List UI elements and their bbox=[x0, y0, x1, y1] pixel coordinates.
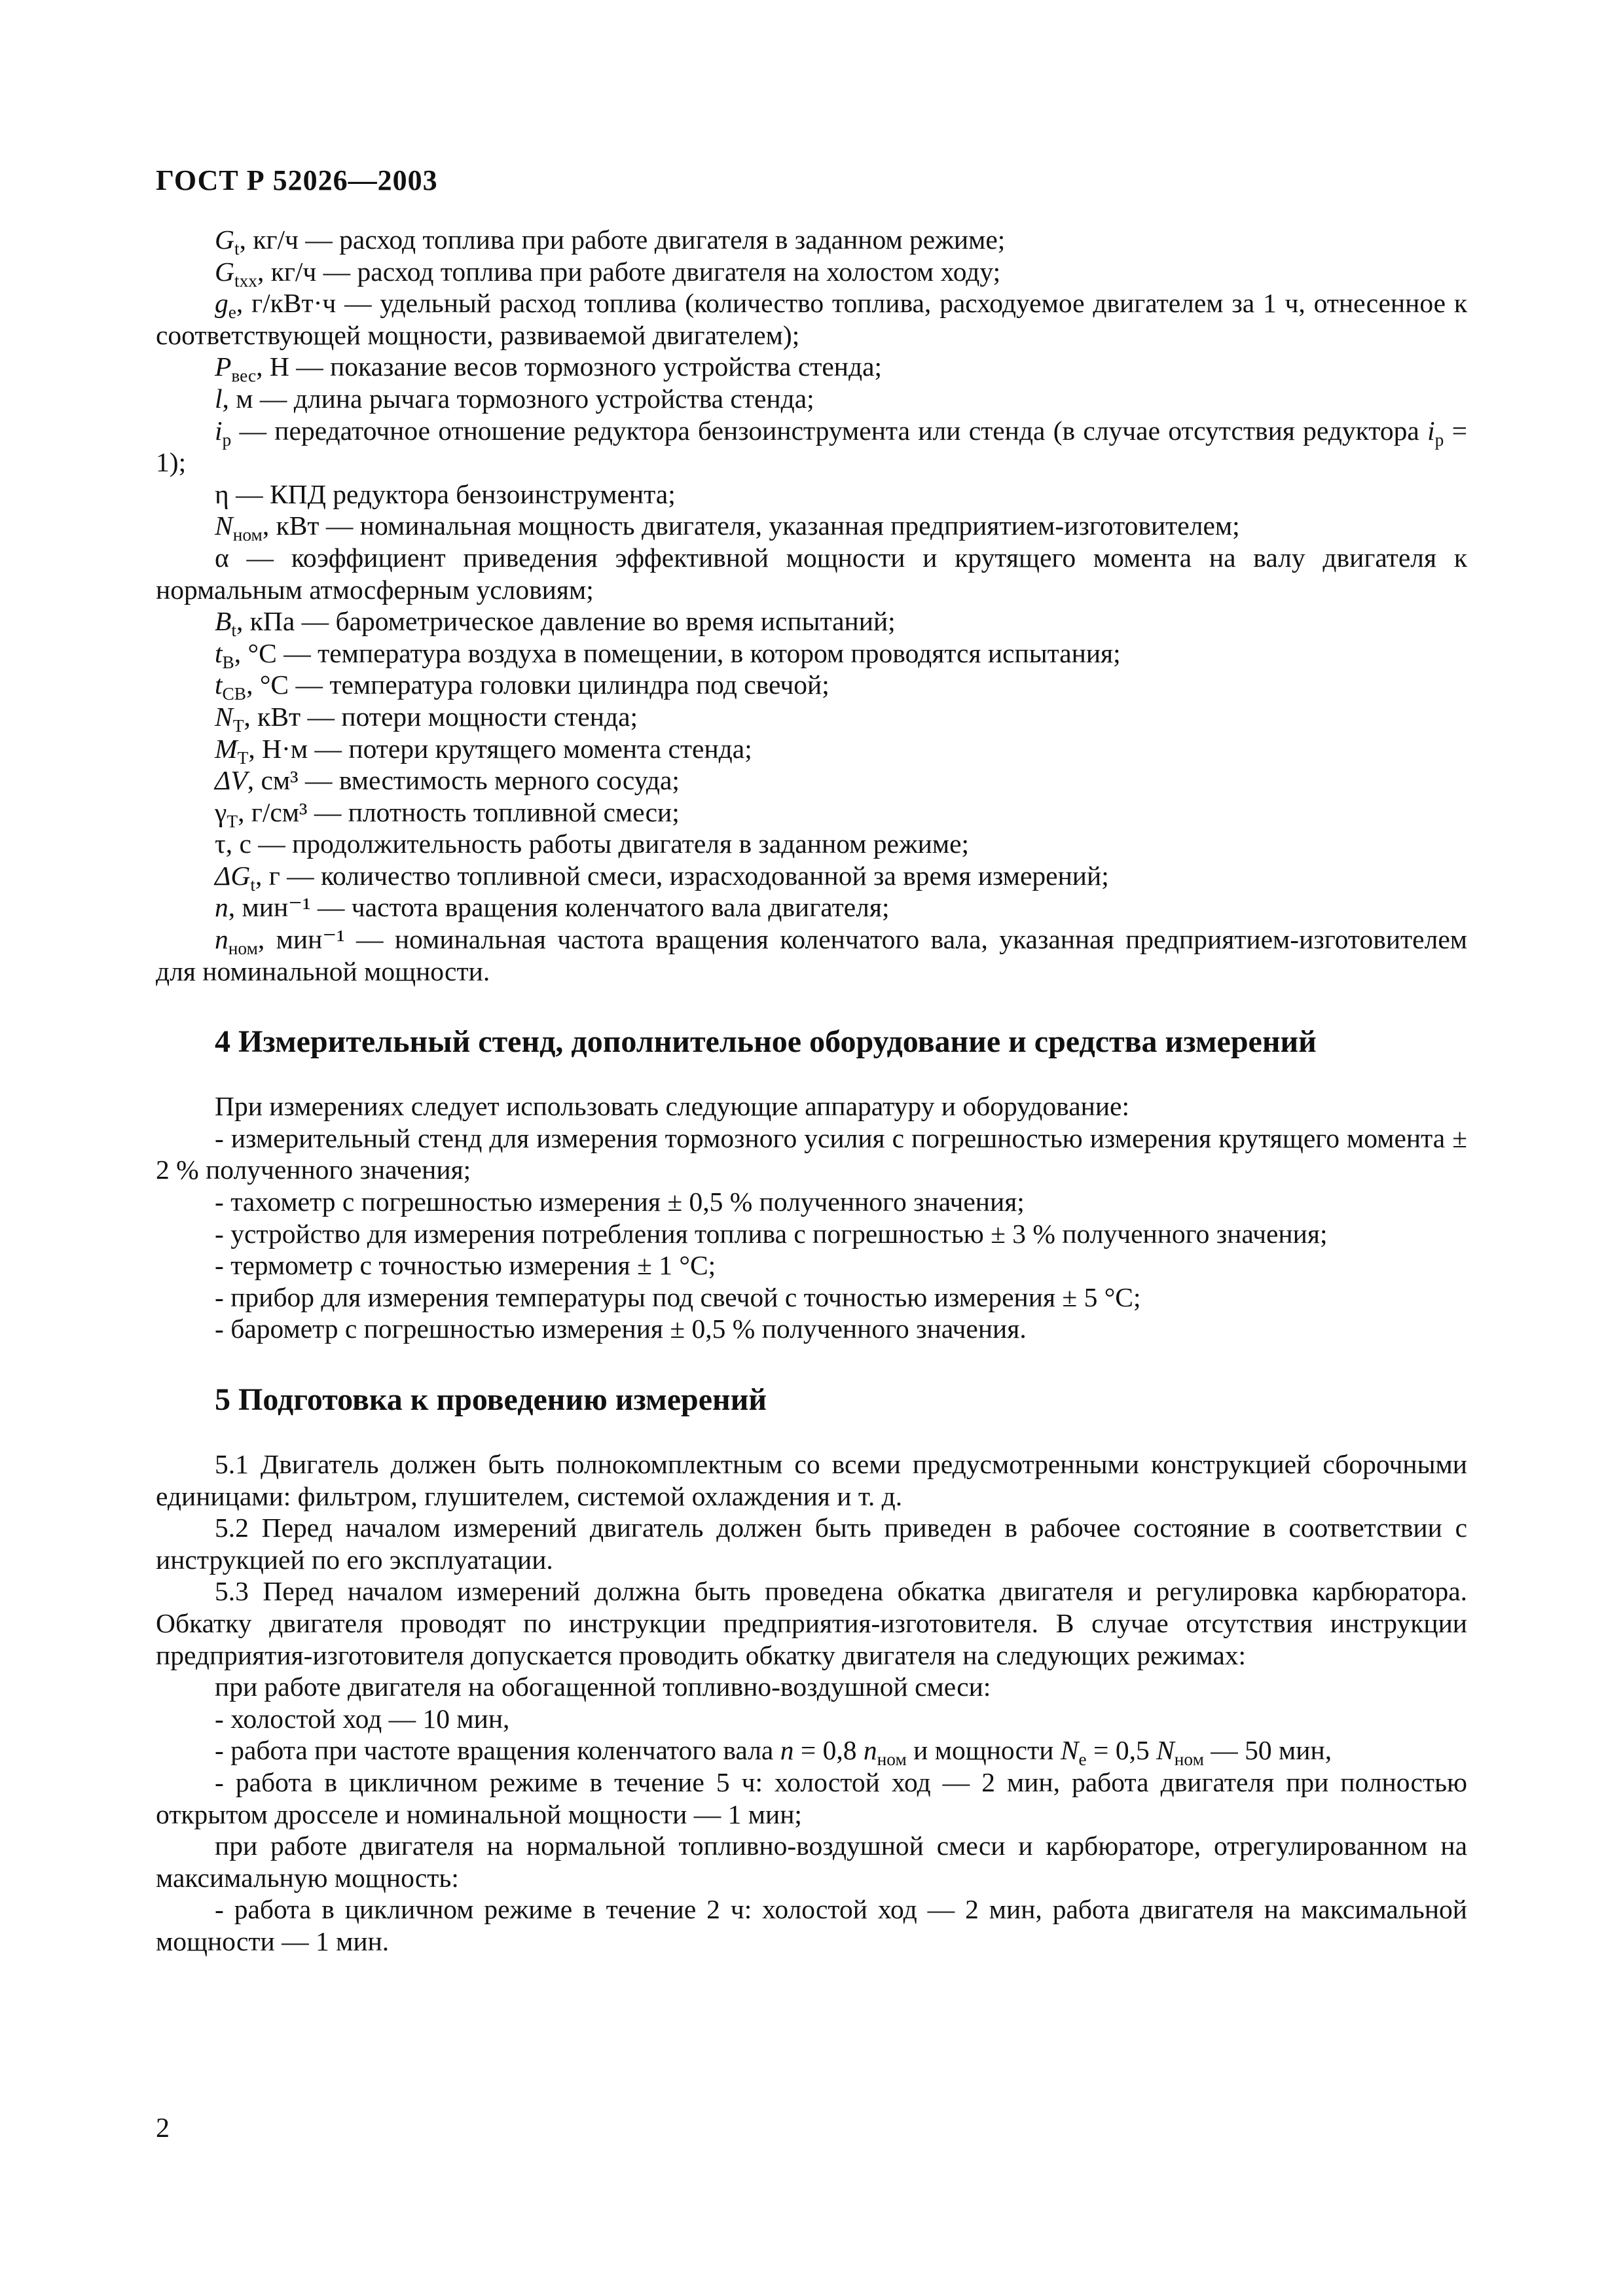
paragraph-5-1: 5.1 Двигатель должен быть полнокомплектным со всеми предусмотренными конструкцией сборочными единицами: фильтром, глушителем, системой охлаждения и т. д. bbox=[156, 1449, 1467, 1511]
symbol-definition: $t_{СВ}$, °С — температура головки цилиндра под свечой; bbox=[215, 670, 830, 704]
symbol-definition: $g_e$, г/кВт·ч — удельный расход топлива (количество топлива, расходуемое двигателем за 1 ч, отнесенное к соответствующей мощности, развиваемой двигателем); bbox=[156, 288, 1467, 350]
symbol-definition: $B_t$, кПа — барометрическое давление во время испытаний; bbox=[215, 606, 896, 640]
symbol-definition: $\gamma_Т$, г/см³ — плотность топливной смеси; bbox=[215, 797, 680, 831]
symbol-definition: n, мин⁻¹ — частота вращения коленчатого вала двигателя; bbox=[215, 892, 890, 923]
page-number: 2 bbox=[156, 2113, 170, 2144]
symbol-definition: $M_Т$, Н·м — потери крутящего момента стенда; bbox=[215, 733, 752, 768]
symbol-definition: η — КПД редуктора бензоинструмента; bbox=[215, 478, 676, 509]
break-in-cyclic-5h: - работа в цикличном режиме в течение 5 ч: холостой ход — 2 мин, работа двигателя при полностью открытом дросселе и номинальной мощности — 1 мин; bbox=[156, 1767, 1467, 1829]
symbol-definition: l, м — длина рычага тормозного устройства стенда; bbox=[215, 383, 814, 414]
paragraph-5-2: 5.2 Перед началом измерений двигатель должен быть приведен в рабочее состояние в соответствии с инструкцией по его эксплуатации. bbox=[156, 1513, 1467, 1575]
break-in-cyclic-2h: - работа в цикличном режиме в течение 2 ч: холостой ход — 2 мин, работа двигателя на максимальной мощности — 1 мин. bbox=[156, 1894, 1467, 1956]
symbol-definition: $n_{ном}$, мин⁻¹ — номинальная частота вращения коленчатого вала, указанная предприятием-изготовителем для номинальной мощности. bbox=[156, 924, 1467, 986]
symbol-definition: $G_{txx}$, кг/ч — расход топлива при работе двигателя на холостом ходу; bbox=[215, 256, 1001, 291]
symbol-definition: α — коэффициент приведения эффективной мощности и крутящего момента на валу двигателя к нормальным атмосферным условиям; bbox=[156, 542, 1467, 605]
document-body bbox=[156, 224, 1467, 1958]
symbol-definition: τ, с — продолжительность работы двигателя в заданном режиме; bbox=[215, 829, 970, 859]
equipment-item: - устройство для измерения потребления топлива с погрешностью ± 3 % полученного значения; bbox=[215, 1218, 1328, 1249]
equipment-list bbox=[156, 1122, 1467, 1345]
break-in-idle: - холостой ход — 10 мин, bbox=[215, 1703, 510, 1734]
paragraph-5-3: 5.3 Перед началом измерений должна быть проведена обкатка двигателя и регулировка карбюратора. Обкатку двигателя проводят по инструкции предприятия-изготовителя. В случае отсутствия инструкции предприятия-изготовителя допускается проводить обкатку двигателя на следующих режимах: bbox=[156, 1576, 1467, 1670]
symbol-definition: $N_{ном}$, кВт — номинальная мощность двигателя, указанная предприятием-изготовителем; bbox=[215, 511, 1240, 545]
symbol-definition: $N_Т$, кВт — потери мощности стенда; bbox=[215, 701, 638, 736]
equipment-item: - тахометр с погрешностью измерения ± 0,5 % полученного значения; bbox=[215, 1187, 1025, 1217]
symbol-definition: $i_р$ — передаточное отношение редуктора бензоинструмента или стенда (в случае отсутствия редуктора $i_р = 1$); bbox=[156, 415, 1467, 478]
equipment-item: - измерительный стенд для измерения тормозного усилия с погрешностью измерения крутящего момента ± 2 % полученного значения; bbox=[156, 1122, 1467, 1185]
symbol-definition: $t_В$, °С — температура воздуха в помещении, в котором проводятся испытания; bbox=[215, 637, 1121, 672]
symbol-definition: $\Delta G_t$, г — количество топливной смеси, израсходованной за время измерений; bbox=[215, 860, 1109, 895]
symbol-definition: $G_t$, кг/ч — расход топлива при работе двигателя в заданном режиме; bbox=[215, 224, 1006, 259]
section-5-heading: 5 Подготовка к проведению измерений bbox=[215, 1382, 767, 1417]
section-4-heading: 4 Измерительный стенд, дополнительное оборудование и средства измерений bbox=[215, 1024, 1317, 1060]
break-in-rich-mixture: при работе двигателя на обогащенной топливно-воздушной смеси: bbox=[215, 1672, 991, 1702]
break-in-speed-power: - работа при частоте вращения коленчатого вала n = 0,8 $n_{ном}$ и мощности $N_e = 0,5$ $N_{ном}$ — 50 мин, bbox=[215, 1735, 1332, 1770]
document-code: ГОСТ Р 52026—2003 bbox=[156, 164, 438, 196]
symbol-definitions bbox=[156, 224, 1467, 987]
equipment-item: - термометр с точностью измерения ± 1 °С; bbox=[215, 1250, 716, 1281]
symbol-definition: ΔV, см³ — вместимость мерного сосуда; bbox=[215, 765, 680, 796]
section-4-intro: При измерениях следует использовать следующие аппаратуру и оборудование: bbox=[215, 1091, 1129, 1122]
equipment-item: - прибор для измерения температуры под свечой с точностью измерения ± 5 °С; bbox=[215, 1282, 1141, 1312]
equipment-item: - барометр с погрешностью измерения ± 0,5 % полученного значения. bbox=[215, 1314, 1027, 1344]
symbol-definition: $P_{вес}$, Н — показание весов тормозного устройства стенда; bbox=[215, 351, 883, 386]
break-in-normal-mixture: при работе двигателя на нормальной топливно-воздушной смеси и карбюраторе, отрегулированном на максимальную мощность: bbox=[156, 1831, 1467, 1893]
